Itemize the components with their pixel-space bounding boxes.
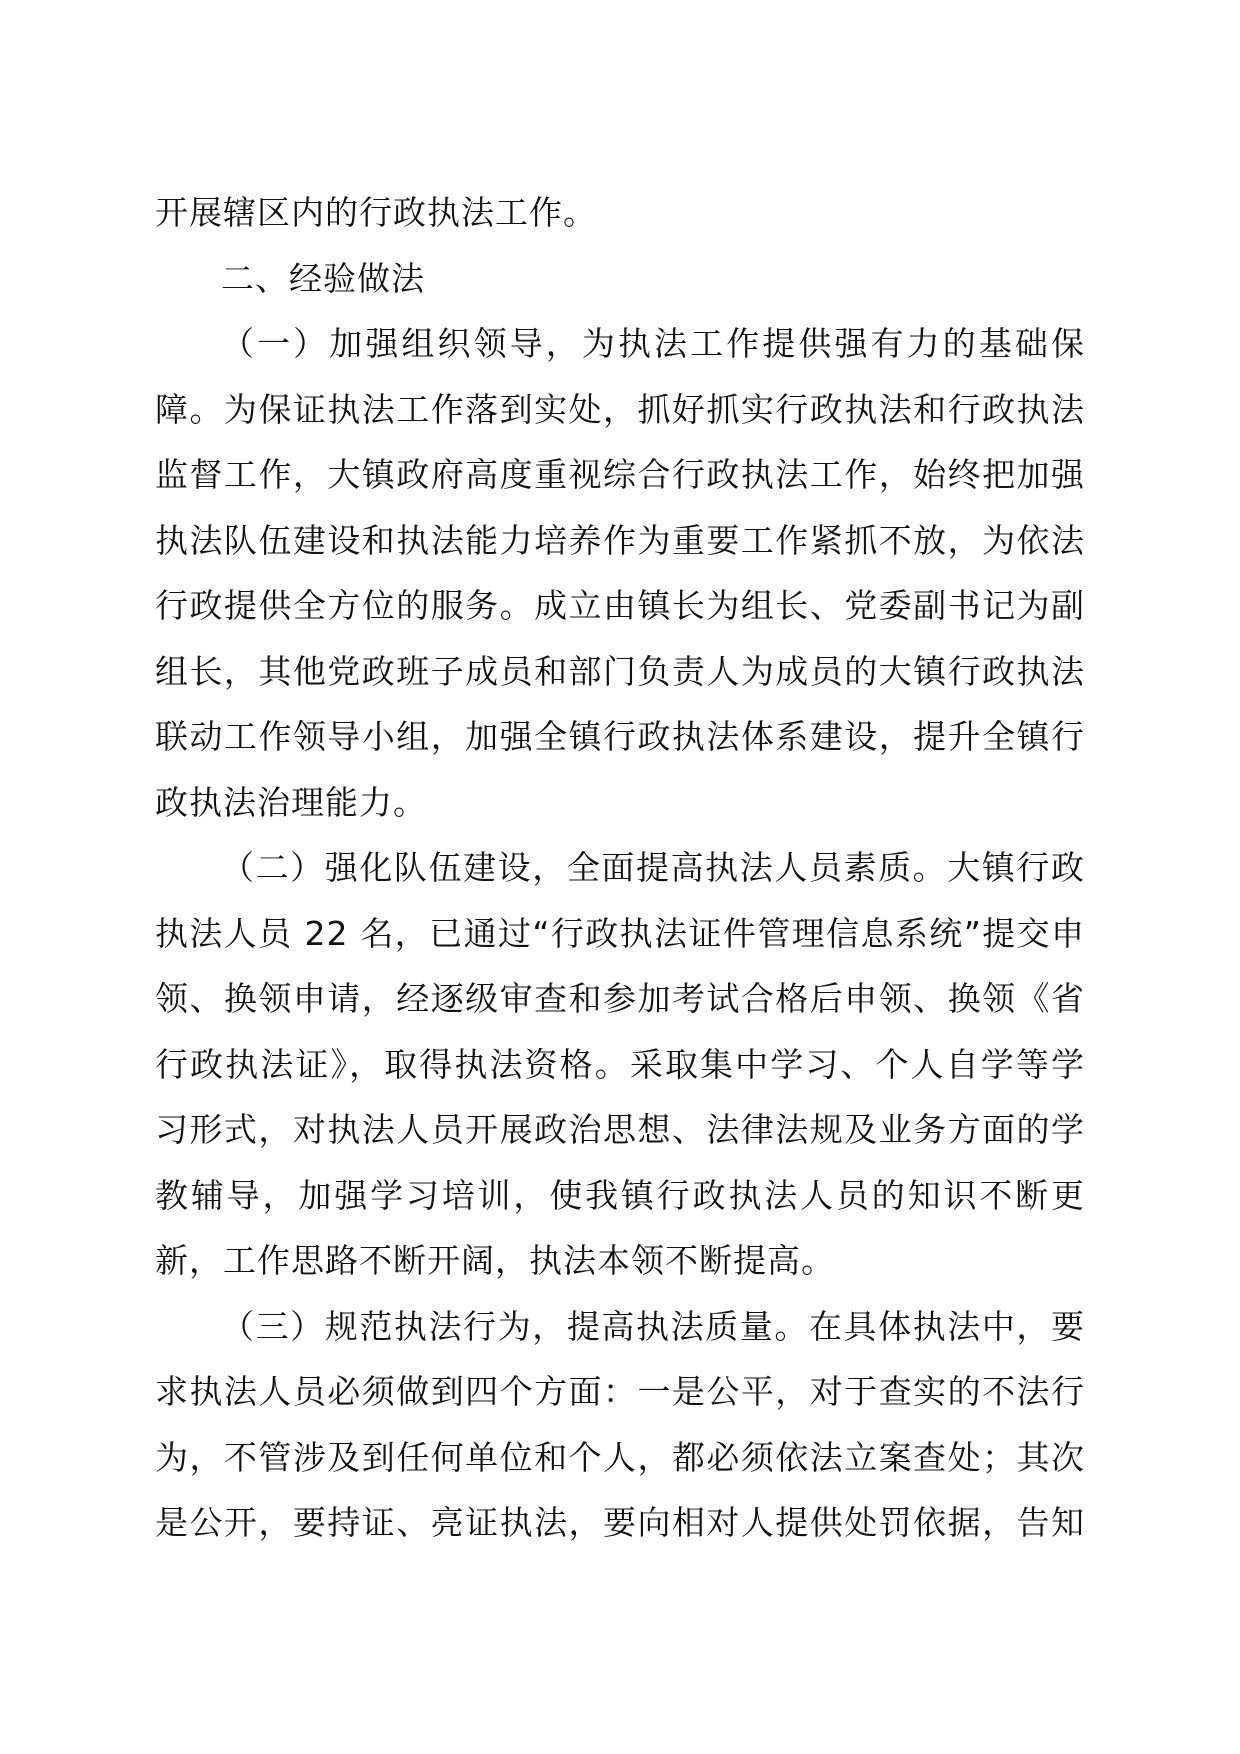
paragraph-line: （二）强化队伍建设，全面提高执法人员素质。大镇行政 bbox=[221, 848, 1085, 887]
paragraph-line: 行政执法证》，取得执法资格。采取集中学习、个人自学等学 bbox=[155, 1044, 1085, 1084]
paragraph-line: 执法队伍建设和执法能力培养作为重要工作紧抓不放，为依法 bbox=[155, 520, 1085, 560]
paragraph-line: 联动工作领导小组，加强全镇行政执法体系建设，提升全镇行 bbox=[155, 717, 1085, 756]
paragraph-line: 行政提供全方位的服务。成立由镇长为组长、党委副书记为副 bbox=[155, 586, 1085, 625]
text-line: 开展辖区内的行政执法工作。 bbox=[155, 193, 597, 232]
paragraph-line: 领、换领申请，经逐级审查和参加考试合格后申领、换领《省 bbox=[155, 979, 1085, 1018]
document-body bbox=[155, 180, 1085, 1556]
paragraph-line: （一）加强组织领导，为执法工作提供强有力的基础保 bbox=[221, 324, 1085, 363]
paragraph-line: 习形式，对执法人员开展政治思想、法律法规及业务方面的学 bbox=[155, 1110, 1085, 1149]
section-heading: 二、经验做法 bbox=[221, 258, 425, 298]
paragraph-line: 政执法治理能力。 bbox=[155, 782, 427, 822]
paragraph-line: 为，不管涉及到任何单位和个人，都必须依法立案查处；其次 bbox=[155, 1437, 1085, 1477]
paragraph-line: 教辅导，加强学习培训，使我镇行政执法人员的知识不断更 bbox=[155, 1175, 1085, 1215]
paragraph-line: 监督工作，大镇政府高度重视综合行政执法工作，始终把加强 bbox=[155, 455, 1085, 494]
paragraph-line: 求执法人员必须做到四个方面：一是公平，对于查实的不法行 bbox=[155, 1372, 1085, 1411]
paragraph-line: 新，工作思路不断开阔，执法本领不断提高。 bbox=[155, 1241, 835, 1280]
paragraph-line: 组长，其他党政班子成员和部门负责人为成员的大镇行政执法 bbox=[155, 651, 1085, 691]
paragraph-line: 是公开，要持证、亮证执法，要向相对人提供处罚依据，告知 bbox=[155, 1503, 1085, 1542]
paragraph-line: 执法人员 22 名，已通过“行政执法证件管理信息系统”提交申 bbox=[155, 913, 1085, 953]
paragraph-line: 障。为保证执法工作落到实处，抓好抓实行政执法和行政执法 bbox=[155, 389, 1085, 429]
paragraph-line: （三）规范执法行为，提高执法质量。在具体执法中，要 bbox=[221, 1306, 1085, 1346]
